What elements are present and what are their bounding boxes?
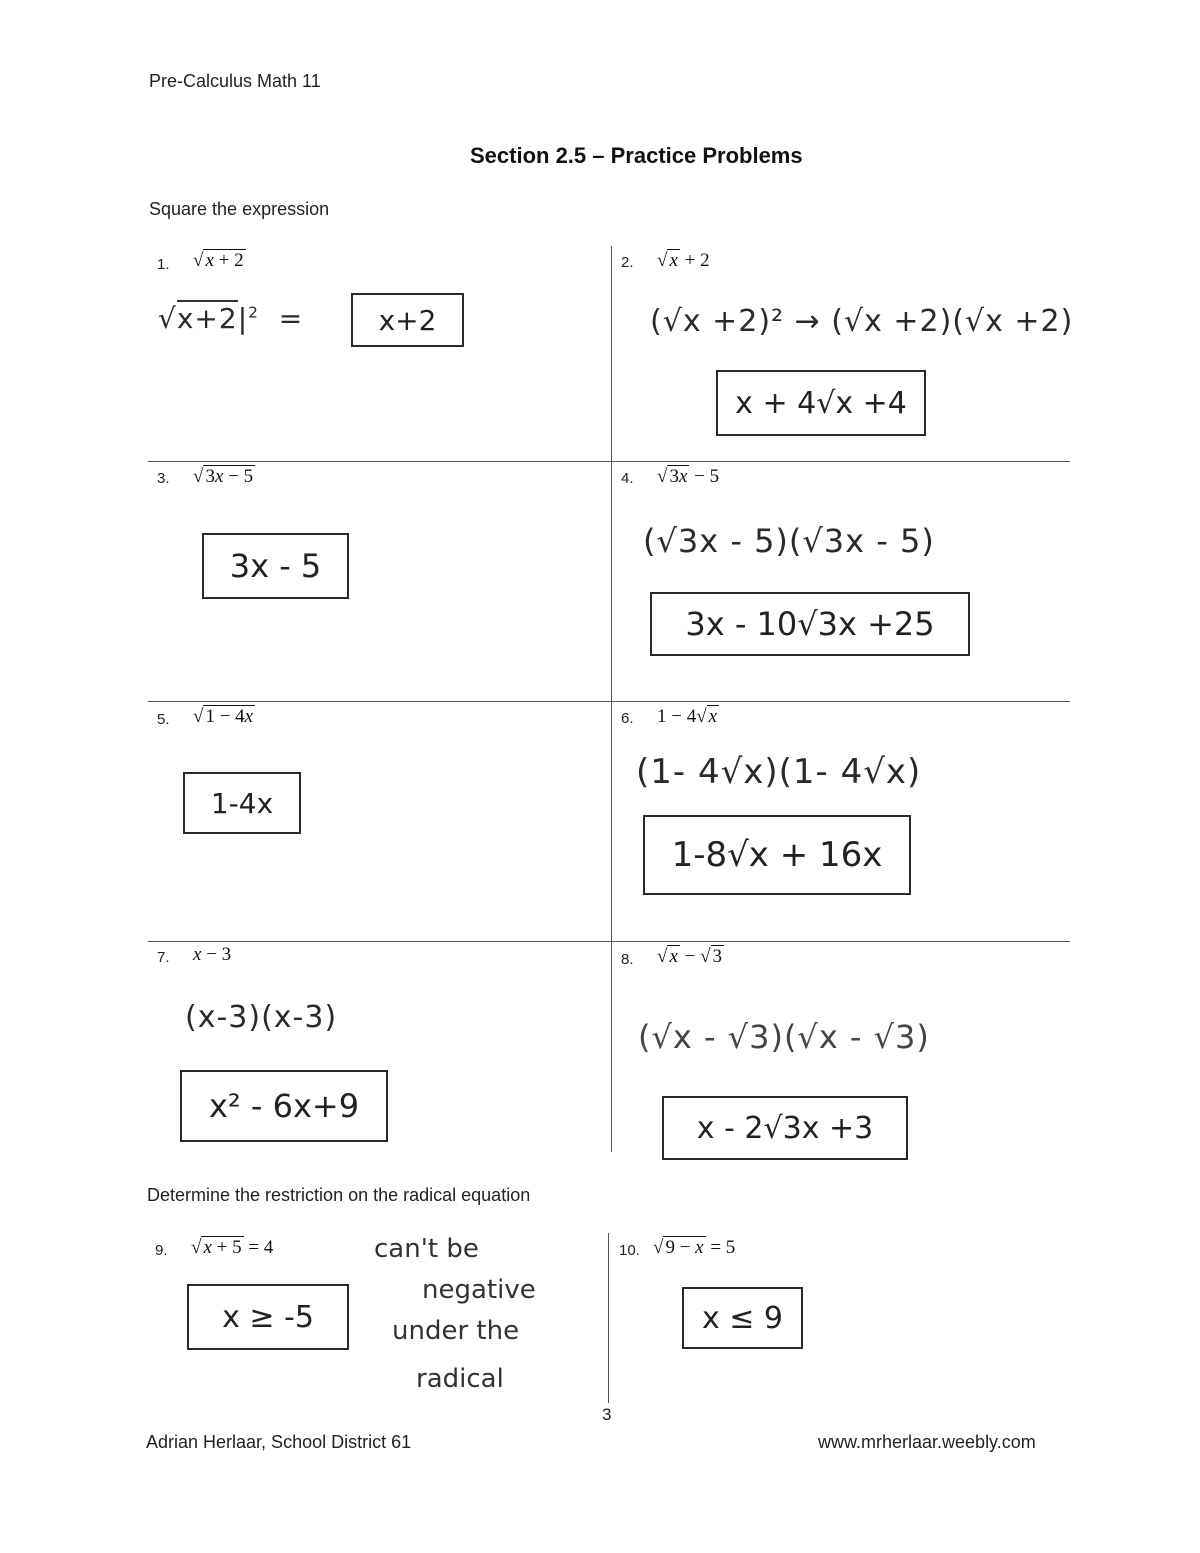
problem-number: 6. [621, 710, 634, 727]
problem-expression: √ x + 2 [657, 250, 710, 271]
problem-number: 3. [157, 470, 170, 487]
grid-divider-row2 [148, 701, 1070, 702]
footer-website: www.mrherlaar.weebly.com [818, 1432, 1036, 1452]
problem-expression: √ x + 5 = 4 [191, 1237, 274, 1258]
problem-expression: √ x − √ 3 [657, 946, 723, 967]
problem-expression: √ x + 2 [193, 250, 244, 271]
problem-number: 10. [619, 1242, 640, 1259]
problem-expression: 1 − 4√ x [657, 706, 718, 727]
footer-author: Adrian Herlaar, School District 61 [146, 1432, 412, 1452]
answer-box: 3x - 10√3x +25 [650, 592, 970, 656]
problem-expression: √ 3x − 5 [657, 466, 720, 487]
handwritten-note-line: negative [422, 1275, 536, 1305]
problem-expression: √ 9 − x = 5 [653, 1237, 736, 1258]
answer-box: x+2 [351, 293, 464, 347]
answer-box: 3x - 5 [202, 533, 349, 599]
grid-divider-vertical [611, 246, 612, 1152]
problem-number: 1. [157, 256, 170, 273]
handwritten-work: (√x - √3)(√x - √3) [638, 1018, 930, 1056]
problem-number: 8. [621, 951, 634, 968]
answer-box: 1-4x [183, 772, 301, 834]
answer-box: x² - 6x+9 [180, 1070, 388, 1142]
problem-number: 9. [155, 1242, 168, 1259]
handwritten-work: (x-3)(x-3) [185, 1000, 338, 1035]
handwritten-note-line: under the [392, 1316, 520, 1346]
problem-number: 5. [157, 711, 170, 728]
grid-divider-vertical-2 [608, 1233, 609, 1403]
handwritten-note-line: can't be [374, 1234, 479, 1264]
grid-divider-row3 [148, 941, 1070, 942]
answer-box: 1-8√x + 16x [643, 815, 911, 895]
problem-number: 2. [621, 254, 634, 271]
handwritten-work: (1- 4√x)(1- 4√x) [636, 752, 922, 792]
answer-box: x - 2√3x +3 [662, 1096, 908, 1160]
handwritten-work: $√x+2|^2$ = [158, 302, 304, 335]
course-name: Pre-Calculus Math 11 [149, 71, 321, 91]
problem-expression: √ 3x − 5 [193, 466, 254, 487]
problem-number: 7. [157, 949, 170, 966]
grid-divider-row1 [148, 461, 1070, 462]
handwritten-note-line: radical [416, 1364, 504, 1394]
problem-number: 4. [621, 470, 634, 487]
answer-box: x ≥ -5 [187, 1284, 349, 1350]
problem-expression: x − 3 [193, 944, 232, 965]
section-instruction-restriction: Determine the restriction on the radical equation [147, 1185, 531, 1205]
page-title: Section 2.5 – Practice Problems [470, 143, 803, 168]
section-instruction-square: Square the expression [149, 199, 330, 219]
problem-expression: √ 1 − 4x [193, 706, 254, 727]
page-number: 3 [602, 1405, 612, 1424]
answer-box: x ≤ 9 [682, 1287, 803, 1349]
handwritten-work: (√3x - 5)(√3x - 5) [643, 522, 935, 560]
answer-box: x + 4√x +4 [716, 370, 926, 436]
handwritten-work: (√x +2)² → (√x +2)(√x +2) [650, 304, 1074, 339]
